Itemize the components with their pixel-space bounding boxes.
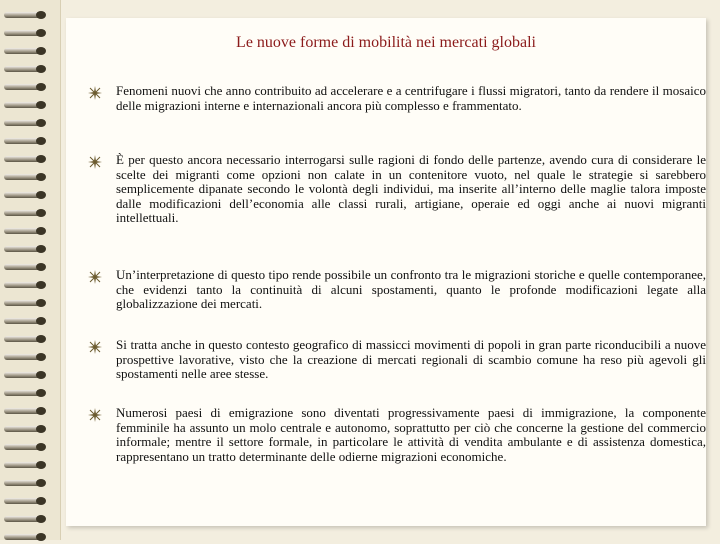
bullet-text: Numerosi paesi di emigrazione sono diventati progressivamente paesi di immigrazione, la componente femminile ha assunto un molo centrale e autonomo, soprattutto per ciò che concerne la gestione del commercio informale; mentre il settore formale, in particolare le attività di vendita ambulante e di assistenza domestica, rappresentano un tratto determinante delle odierne migrazioni economiche.	[116, 405, 706, 464]
binding-ring	[0, 224, 54, 238]
binding-ring	[0, 134, 54, 148]
bullet-star-icon	[88, 408, 102, 422]
bullet-text: Un’interpretazione di questo tipo rende possibile un confronto tra le migrazioni storiche e quelle contemporanee, che evidenzi tanto la continuità di alcuni spostamenti, quanto le profonde modificazioni legate alla globalizzazione dei mercati.	[116, 267, 706, 311]
bullet-text: Si tratta anche in questo contesto geografico di massicci movimenti di popoli in gran parte riconducibili a nuove prospettive lavorative, visto che la creazione di mercati regionali di scambio comune ha reso più agevoli gli spostamenti nelle aree stesse.	[116, 337, 706, 381]
binding-ring	[0, 350, 54, 364]
binding-ring	[0, 62, 54, 76]
bullet-text: Fenomeni nuovi che anno contribuito ad accelerare e a centrifugare i flussi migratori, tanto da rendere il mosaico delle migrazioni interne e internazionali ancora più complesso e frammentato.	[116, 83, 706, 113]
binding-ring	[0, 512, 54, 526]
slide-page	[66, 18, 706, 526]
slide-title: Le nuove forme di mobilità nei mercati globali	[236, 34, 536, 51]
binding-ring	[0, 296, 54, 310]
bullet-star-icon	[88, 86, 102, 100]
binding-ring	[0, 44, 54, 58]
binding-ring	[0, 98, 54, 112]
binding-ring	[0, 80, 54, 94]
binding-ring	[0, 170, 54, 184]
binding-ring	[0, 458, 54, 472]
binding-ring	[0, 260, 54, 274]
binding-ring	[0, 242, 54, 256]
bullet-star-icon	[88, 340, 102, 354]
binding-ring	[0, 188, 54, 202]
binding-ring	[0, 314, 54, 328]
binding-ring	[0, 386, 54, 400]
binding-ring	[0, 530, 54, 544]
binding-ring	[0, 278, 54, 292]
binding-ring	[0, 332, 54, 346]
binding-ring	[0, 116, 54, 130]
binding-ring	[0, 494, 54, 508]
spiral-binding	[0, 0, 61, 540]
bullet-text: È per questo ancora necessario interrogarsi sulle ragioni di fondo delle partenze, avendo cura di considerare le scelte dei migranti come opzioni non calate in un contenitore vuoto, nel quale le strategie si sarebbero semplicemente dipanate secondo le volontà degli individui, ma inserite all’interno delle maglie talora imposte dalle modificazioni dell’economia alle classi rurali, artigiane, operaie ed oggi anche ai nuovi migranti intellettuali.	[116, 152, 706, 225]
binding-ring	[0, 368, 54, 382]
binding-ring	[0, 440, 54, 454]
binding-ring	[0, 422, 54, 436]
binding-ring	[0, 404, 54, 418]
binding-ring	[0, 26, 54, 40]
binding-ring	[0, 206, 54, 220]
binding-ring	[0, 476, 54, 490]
binding-ring	[0, 8, 54, 22]
bullet-star-icon	[88, 270, 102, 284]
binding-ring	[0, 152, 54, 166]
bullet-star-icon	[88, 155, 102, 169]
